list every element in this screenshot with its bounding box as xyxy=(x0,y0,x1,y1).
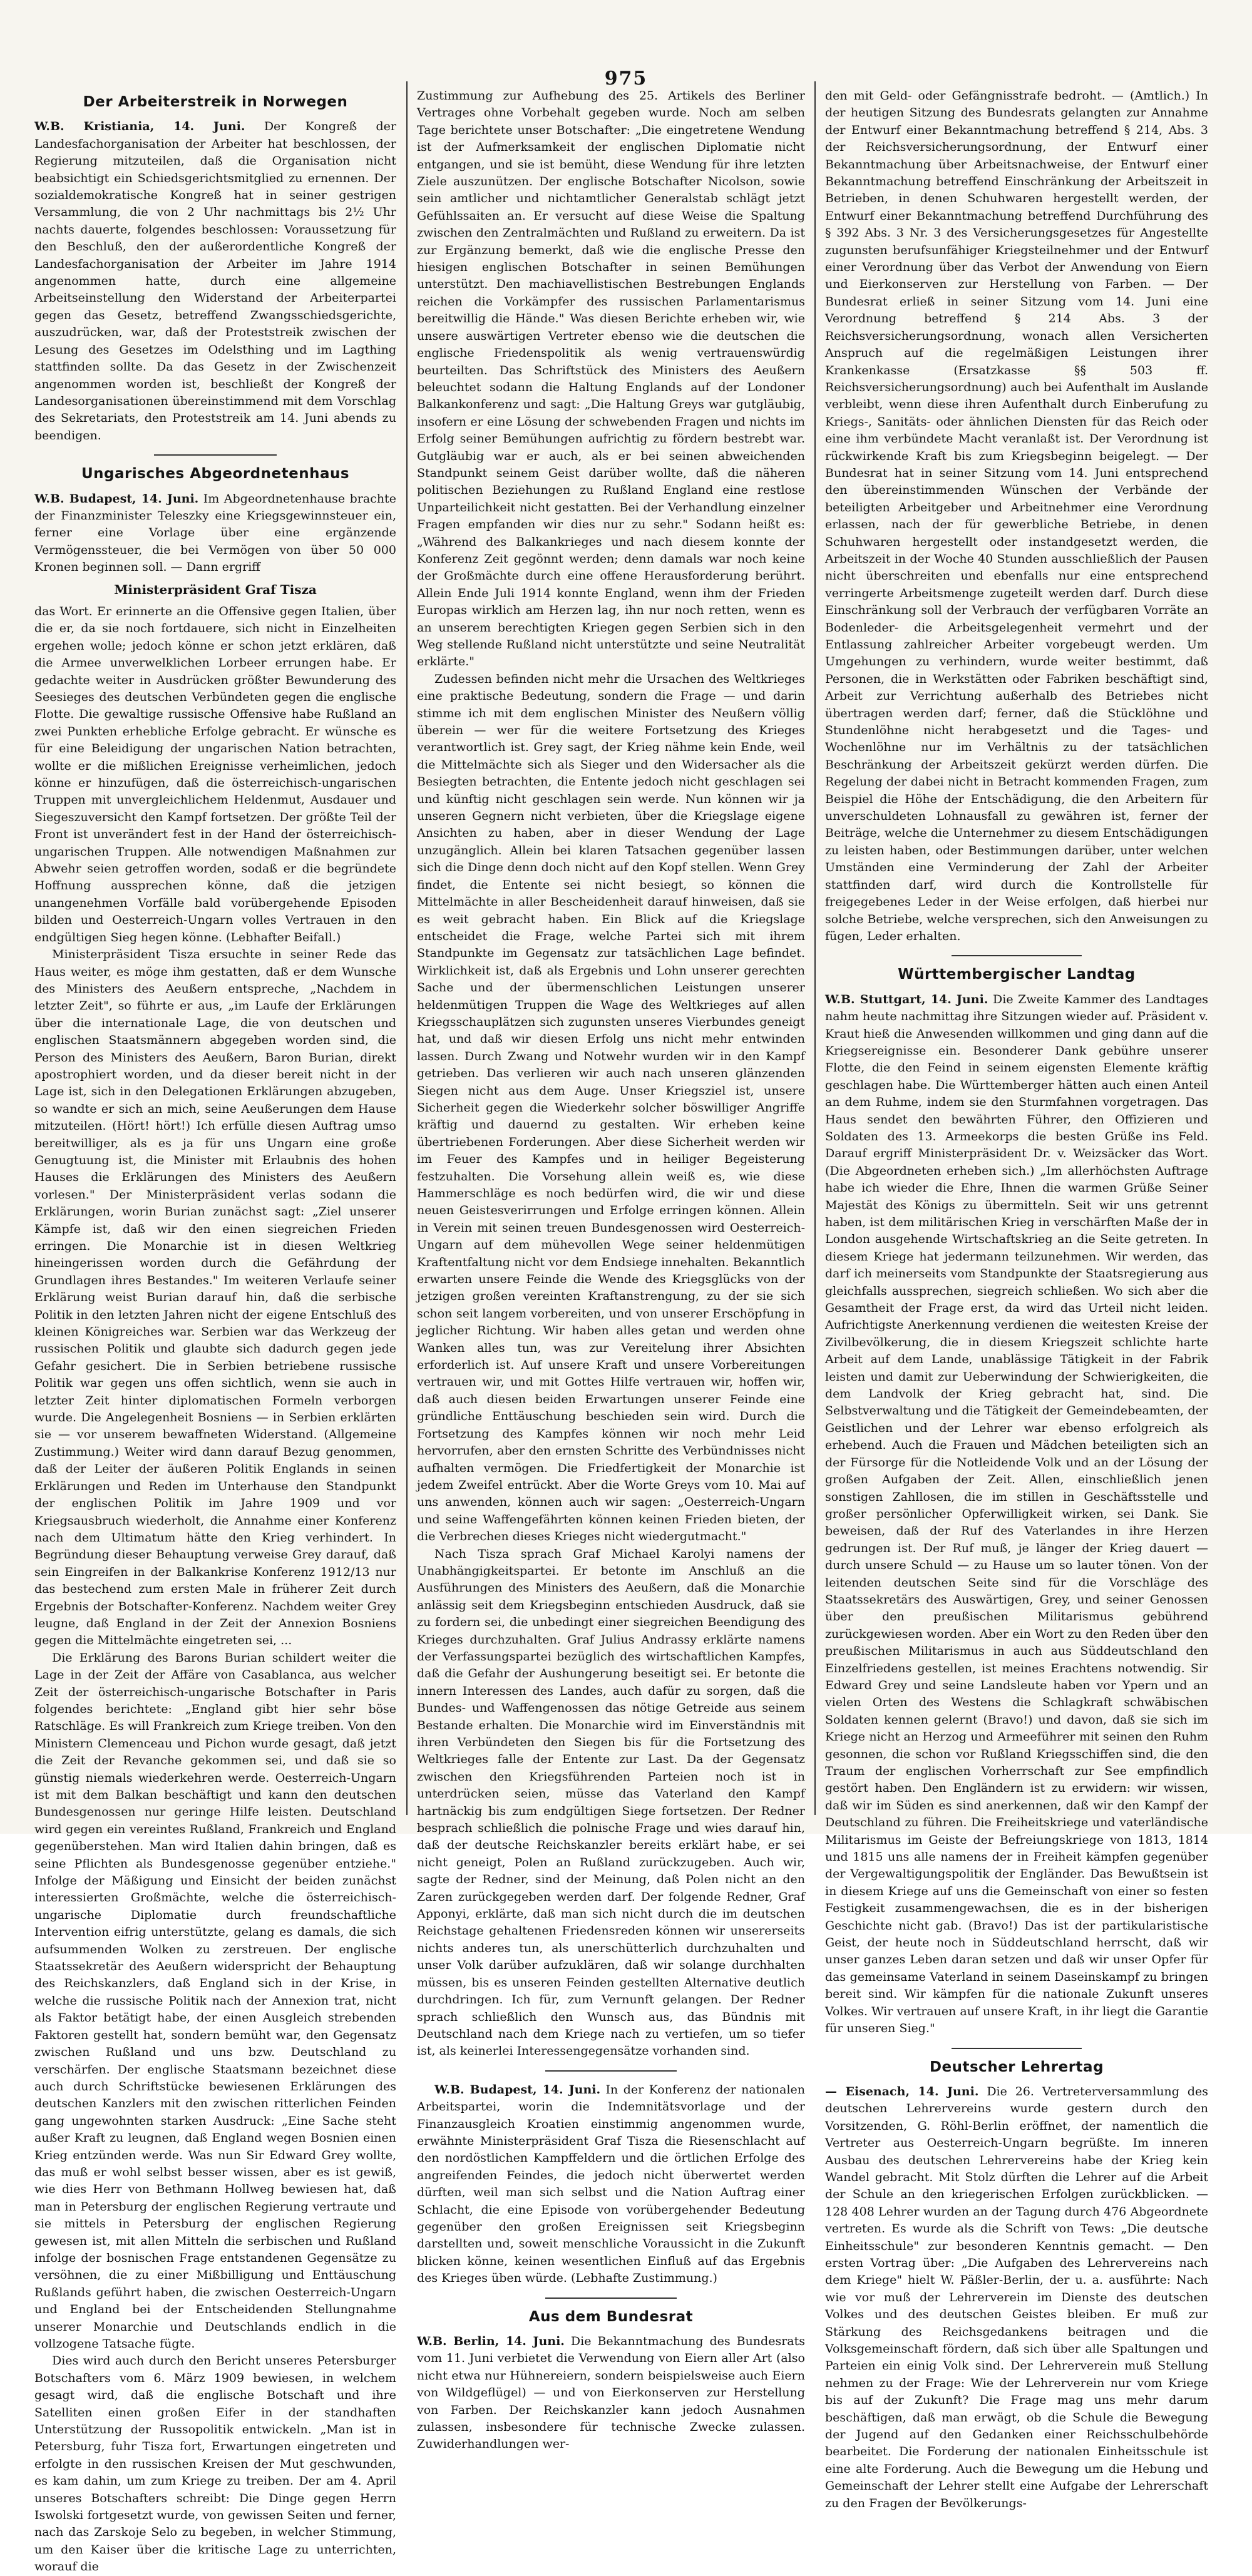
column-right xyxy=(825,88,1208,2510)
article-budapest-body: In der Konferenz der nationalen Arbeitspartei, worin die Indemnitätsvorlage und der Finanzausgleich Kroatien einstimmig angenommen wurde, erwähnte Ministerpräsident Graf Tisza die Riesenschlacht auf den nordöstlichen Kampffeldern und die örtlichen Erfolge des angreifenden Feindes, die jedoch nicht überwertet werden dürften, weil man sich selbst und die Nation Auftrag einer Schlacht, die eine Episode von vorübergehender Bedeutung gegenüber den großen Ereignissen seit Kriegsbeginn darstellten und, soweit menschliche Voraussicht in die Zukunft blicken könne, keinen wesentlichen Einfluß auf das Ergebnis des Krieges üben würde. (Lebhafte Zustimmung.) xyxy=(417,2082,806,2286)
column-left xyxy=(34,88,397,2574)
article-bundesrat xyxy=(417,2333,805,2453)
section-divider xyxy=(952,955,1082,956)
column-middle xyxy=(417,88,806,2451)
article-bundesrat-body: Die Bekanntmachung des Bundesrats vom 11. Juni verbietet die Verwendung von Eiern aller Art (also nicht etwa nur Hühnereiern, sondern beispielsweise auch Eiern von Wildgeflügel) — und von Eierkonserven zur Herstellung von Farben. Der Reichskanzler kann jedoch Ausnahmen zulassen, insbesondere für technische Zwecke zulassen. Zuwiderhandlungen wer- xyxy=(417,2334,805,2451)
headline-norway-strike: Der Arbeiterstreik in Norwegen xyxy=(83,94,348,110)
article-norway xyxy=(34,118,396,444)
dateline-eisenach: — Eisenach, 14. Juni. xyxy=(825,2084,979,2098)
article-hungary-intro-body: Im Abgeordnetenhause brachte der Finanzminister Teleszky eine Kriegsgewinnsteuer ein, ferner eine Vorlage über eine ergänzende Vermögenssteuer, die bei Vermögen von über 50 000 Kronen beginnen soll. — Dann ergriff xyxy=(34,491,396,575)
article-lehrertag-body: Die 26. Vertreterversammlung des deutschen Lehrervereins wurde gestern durch den Vorsitzenden, G. Röhl-Berlin eröffnet, der namentlich die Vertreter aus Oesterreich-Ungarn begrüßte. Im inneren Ausbau des deutschen Lehrervereins habe der Krieg kein Wandel gebracht. Mit Stolz dürften die Lehrer auf die Arbeit der Schule an den kriegerischen Erfolgen zurückblicken. — 128 408 Lehrer wurden an der Tagung durch 476 Abgeordnete vertreten. Es wurde als die Schrift von Tews: „Die deutsche Einheitsschule" zur besonderen Kenntnis gemacht. — Den ersten Vortrag über: „Die Aufgaben des Lehrervereins nach dem Kriege" hielt W. Päßler-Berlin, der u. a. ausführte: Nach wie vor muß der Lehrerverein im Dienste des deutschen Volkes und des deutschen Geistes bleiben. Er muß zur Stärkung des Reichsgedankens beitragen und die Volksgemeinschaft fördern, daß sich über alle Spaltungen und Parteien ein einig Volk sind. Der Lehrerverein muß Stellung nehmen zu der Frage: Wie der Lehrerverein nur vom Kriege bis auf der Zukunft? Die Frage mag uns mehr darum beschäftigen, daß man erwägt, ob die Schule die Bewegung der Jugend auf den Gedanken einer Reichsschulbehörde bearbeitet. Die Forderung der nationalen Einheitsschule ist eine alte Forderung. Auch die Bewegung um die Hebung und Gemeinschaft der Lehrer stellt eine Aufgabe der Lehrerschaft zu den Fragen der Bevölkerungs- xyxy=(825,2084,1208,2510)
column-divider-left xyxy=(406,81,408,1815)
paragraph-continuation: Zustimmung zur Aufhebung des 25. Artikels des Berliner Vertrages ohne Vorbehalt gegeben wurde. Noch am selben Tage berichtete unser Botschafter: „Die eingetretene Wendung ist der Aufmerksamkeit der englischen Diplomatie nicht entgangen, und sie ist bemüht, diese Wendung für ihre letzten Ziele auszunützen. Der englische Botschafter Nicolson, sowie sein amtlicher und nichtamtlicher Generalstab schlägt jetzt Gefühlssaiten an. Er versucht auf diese Weise die Spaltung zwischen den Zentralmächten und Rußland zu erweitern. Da ist zur Ergänzung bemerkt, daß wie die englische Presse den hiesigen englischen Botschafter in seinen Bemühungen unterstützt. Den machiavellistischen Bestrebungen Englands reichen die Vorkämpfer des russischen Parlamentarismus bereitwillig die Hände." Was diesen Berichte erheben wir, wie unsere auswärtigen Vertreter ebenso wie die deutschen die englische Friedenspolitik als wenig vertrauenswürdig beurteilten. Das Schriftstück des Ministers des Aeußern beleuchtet sodann die Haltung Englands auf der Londoner Balkankonferenz und sagt: „Die Haltung Greys war gutgläubig, insofern er eine Lösung der schwebenden Fragen und nichts im Erfolg seiner Bemühungen aufrichtig zu fördern bestrebt war. Gutgläubig war er auch, als er bei seinen abweichenden Standpunkt seinem Geist darüber wollte, daß die näheren politischen Beziehungen zu Rußland England eine restlose Unparteilichkeit nicht gestatten. Bei der Verhandlung einzelner Fragen empfanden wir dies nur zu sehr." Sodann heißt es: „Während des Balkankrieges und nach diesem konnte der Konferenz Zeit gegönnt werden; denn damals war noch keine der Großmächte durch eine offene Herausforderung berührt. Allein Ende Juli 1914 konnte England, wenn ihm der Frieden Europas wirklich am Herzen lag, ihn nur noch retten, wenn es an unserem berechtigten Kriegen gegen Serbien sich in den Weg stellende Rußland nicht unterstützte und seine Neutralität erklärte." xyxy=(417,89,805,669)
article-budapest-conference xyxy=(417,2082,805,2287)
paragraph-karolyi: Nach Tisza sprach Graf Michael Karolyi namens der Unabhängigkeitspartei. Er betonte im Anschluß an die Ausführungen des Ministers des Aeußern, daß die Monarchie anlässig seit dem Kriegsbeginn entschieden Ausdruck, daß sie zu fordern sei, die unbedingt einer siegreichen Beendigung des Krieges durchzuhalten. Graf Julius Andrassy erklärte namens der Verfassungspartei bezüglich des wirtschaftlichen Kampfes, daß die Gefahr der Aushungerung beseitigt sei. Er betonte die innern Interessen des Landes, auch dafür zu sorgen, daß die Bundes- und Waffengenossen das nötige Getreide aus seinem Bestande erhalten. Die Monarchie wird im Einverständnis mit ihren Verbündeten den Siegen bis für die Fortsetzung des Weltkrieges falle der Entente zur Last. Da der Gegensatz zwischen den Kriegsführenden Parteien noch ist in unterdrücken seien, müsse das Vaterland den Kampf hartnäckig bis zum endgültigen Siege fortsetzen. Der Redner besprach schließlich die polnische Frage und wies darauf hin, daß der deutsche Reichskanzler bereits erklärt habe, er sei nicht geneigt, Polen an Rußland zurückzugeben. Auch wir, sagte der Redner, sind der Meinung, daß Polen nicht an den Zaren zurückgegeben werden darf. Der folgende Redner, Graf Apponyi, erklärte, daß man sich nicht durch die im deutschen Reichstage gehaltenen Friedensreden können wir unsererseits nichts anderes tun, als unerschütterlich durchzuhalten und unser Volk darüber aufzuklären, daß wir solange durchhalten müssen, bis es unseren Feinden gestellten Alternative deutlich durchdringen. Ich für, zum Vernunft gelangen. Der Redner sprach schließlich den Wunsch aus, das Bündnis mit Deutschland nach dem Kriege nach zu vertiefen, um so tiefer ist, als keinerlei Interessengegensätze vorhanden sind. xyxy=(417,1546,805,2058)
page-number: 975 xyxy=(604,68,648,89)
dateline-budapest-2: W.B. Budapest, 14. Juni. xyxy=(434,2082,601,2097)
paragraph-petersburg: Dies wird auch durch den Bericht unseres Petersburger Botschafters vom 6. März 1909 bewiesen, in welchem gesagt wird, daß die englische Botschaft und ihre Satelliten einen großen Eifer in der standhaften Unterstützung der Russopolitik entwickeln. „Man ist in Petersburg, fuhr Tisza fort, Erwartungen eingetreten und erfolgte in den russischen Kreisen der Mut geschwunden, es kam dahin, um zum Kriege zu treiben. Der am 4. April unseres Botschafters schreibt: Die Dinge gegen Herrn Iswolski fortgesetzt wurde, von gewissen Seiten und ferner, nach das Zarskoje Selo zu begeben, in welcher Stimmung, um den Kaiser über die kritische Lage zu unterrichten, worauf die xyxy=(34,2354,396,2574)
section-divider xyxy=(952,2048,1082,2049)
dateline-budapest: W.B. Budapest, 14. Juni. xyxy=(34,491,199,506)
article-wuerttemberg-body: Die Zweite Kammer des Landtages nahm heute nachmittag ihre Sitzungen wieder auf. Präsident v. Kraut hieß die Anwesenden willkommen und ging dann auf die Kriegsereignisse ein. Besonderer Dank gebühre unserer Flotte, die den Feind in seinem eigensten Elemente kräftig geschlagen habe. Die Württemberger hätten auch einen Anteil an dem Ruhme, indem sie den Sturmfahnen vorgetragen. Das Haus sendet den bewährten Führer, den Offizieren und Soldaten des 13. Armeekorps die besten Grüße ins Feld. Darauf ergriff Ministerpräsident Dr. v. Weizsäcker das Wort. (Die Abgeordneten erheben sich.) „Im allerhöchsten Auftrage habe ich wieder die Ehre, Ihnen die warmen Grüße Seiner Majestät des Königs zu übermitteln. Seit wir uns getrennt haben, ist dem militärischen Krieg in verschärften Maße der in London ausgehende Wirtschaftskrieg an die Seite getreten. In diesem Kriege hat jedermann teilzunehmen. Wir werden, das darf ich meinerseits vom Standpunkte der Staatsregierung aus gleichfalls aussprechen, siegreich schließen. Wo sich aber die Gesamtheit der Frage erst, da wird das Urteil nicht leiden. Aufrichtigste Anerkennung verdienen die weitesten Kreise der Zivilbevölkerung, die in diesem Kriegszeit schlichte harte Arbeit auf dem Lande, unablässige Tätigkeit in der Fabrik leisten und damit zur Ueberwindung der Schwierigkeiten, die dem Landvolk der Krieg gebracht hat, sind. Die Selbstverwaltung und die Tätigkeit der Gemeindebeamten, der Geistlichen und der Lehrer war ebenso erfolgreich als erhebend. Auch die Frauen und Mädchen beteiligten sich an der Fürsorge für die Notleidende Volk und an der Lösung der großen Aufgaben der Zeit. Allen, einschließlich jenen sonstigen Zahllosen, die im stillen in Geschäftsstelle und großer persönlicher Opferwilligkeit wirken, sei Dank. Sie beweisen, daß der Ruf des Vaterlandes in ihre Herzen gedrungen ist. Der Ruf muß, je länger der Krieg dauert — durch unsere Schuld — zu Hause um so lauter tönen. Von der leitenden deutschen Seite sind für die Vorschläge des Staatssekretärs des Auswärtigen, Grey, und seiner Genossen über den preußischen Militarismus gebührend zurückgewiesen worden. Aber ein Wort zu den Reden über den preußischen Militarismus in auch aus Süddeutschland den Einzelfriedens gestellen, ist meines Erachtens notwendig. Sir Edward Grey und seine Landsleute haben vor Ypern und an vielen Orten des Westens die Schlagkraft schwäbischen Soldaten kennen gelernt (Bravo!) und davon, daß sie sich im Kriege nicht an Herzog und Armeeführer mit seinen den Ruhm gesonnen, die schon vor Rußland Kriegsschiffen sind, die den Traum der englischen Vorherrschaft zur See empfindlich gestört haben. Den Engländern ist zu erwidern: wir wissen, daß wir im Süden es sind anerkennen, daß wir den Kampf der Deutschland zu führen. Die Freiheitskriege und vaterländische Militarismus im Geiste der Befreiungskriege von 1813, 1814 und 1815 uns alle namens der in Freiheit kämpfen gegenüber der Vergewaltigungspolitik der Engländer. Das Bewußtsein ist in diesem Kriege auf uns die Gemeinschaft von einer so festen Festigkeit zusammengewachsen, die es in der bisherigen Geschichte nicht gab. (Bravo!) Das ist der partikularistische Geist, der heute noch in Süddeutschland herrscht, daß wir unser ganzes Leben daran setzen und daß wir unser Opfer für das gemeinsame Vaterland in seinem Daseinskampf zu bringen bereit sind. Wir kämpfen für die nationale Zukunft unseres Volkes. Wir vertrauen auf unsere Kraft, in ihr liegt die Garantie für unseren Sieg." xyxy=(825,992,1208,2036)
paragraph-war-responsibility: Zudessen befinden nicht mehr die Ursachen des Weltkrieges eine praktische Bedeutung, sondern die Frage — und darin stimme ich mit dem englischen Minister des Neußern völlig überein — wer für die weitere Fortsetzung des Krieges verantwortlich ist. Grey sagt, der Krieg nähme kein Ende, weil die Mittelmächte sich als Sieger und den Widersacher als die Besiegten betrachten, die Entente jedoch nicht geschlagen sei und künftig nicht geschlagen sein werde. Nun können wir ja unseren Gegnern nicht verbieten, über die Kriegslage eigene Ansichten zu haben, aber in dieser Wendung der Lage unzugänglich. Allein bei klaren Tatsachen gegenüber lassen sich die Dinge denn doch nicht auf den Kopf stellen. Wenn Grey findet, die Entente sei nicht besiegt, so können die Mittelmächte in aller Bescheidenheit darauf hinweisen, daß sie es weit gebracht haben. Ein Blick auf die Kriegslage entscheidet die Frage, welche Partei sich mit ihrem Standpunkte im Gegensatz zur tatsächlichen Lage befindet. Wirklichkeit ist, daß als Ergebnis und Lohn unserer gerechten Sache und der übermenschlichen Leistungen unserer heldenmütigen Truppen die Wage des Weltkrieges auf allen Kriegsschauplätzen sich zugunsten unseres Vierbundes geneigt hat, und daß wir diesen Erfolg uns nicht mehr entwinden lassen. Durch Zwang und Notwehr wurden wir in den Kampf getrieben. Das verlieren wir auch nach unseren glänzenden Siegen nicht aus dem Auge. Unser Kriegsziel ist, unsere Sicherheit gegen die Wiederkehr solcher böswilliger Angriffe kräftig und dauernd zu gestalten. Wir erheben keine übertriebenen Forderungen. Aber diese Sicherheit werden wir im Feuer des Kampfes und in heiliger Begeisterung festzuhalten. Die Vorsehung allein weiß es, wie diese Hammerschläge es noch bedürfen wird, die wir und diese neuen Geistesverirrungen und Erfolge erringen können. Allein in Verein mit seinen treuen Bundesgenossen wird Oesterreich-Ungarn auf dem mühevollen Wege seiner heldenmütigen Kraftentfaltung nicht vor dem Endsiege innehalten. Bekanntlich erwarten unsere Feinde die Wende des Kriegsglücks von der jetzigen großen vereinten Kraftanstrengung, zu der sie sich schon seit langem vorbereiten, und von unserer Erschöpfung in jeglicher Richtung. Wir haben alles getan und werden ohne Wanken alles tun, was zur Vereitelung ihrer Absichten erforderlich ist. Auf unsere Kraft und unsere Vorbereitungen vertrauen wir, und mit Gottes Hilfe vertrauen wir, hoffen wir, daß auch diesen beiden Erwartungen unserer Feinde eine gründliche Enttäuschung beschieden sein wird. Durch die Fortsetzung des Kampfes können wir noch mehr Leid hervorrufen, aber den ernsten Schritte des Verbündnisses nicht aufhalten vermögen. Die Friedfertigkeit der Monarchie ist jedem Zweifel entrückt. Aber die Worte Greys vom 10. Mai auf uns anwenden, können auch wir sagen: „Oesterreich-Ungarn und seine Waffengefährten können keinen Frieden bieten, der die Verbrechen dieses Krieges nicht wiedergutmacht." xyxy=(417,672,805,1544)
dateline-kristiania: W.B. Kristiania, 14. Juni. xyxy=(34,120,245,134)
section-divider xyxy=(545,2297,677,2299)
article-norway-body: Der Kongreß der Landesfachorganisation der Arbeiter hat beschlossen, der Regierung mitzuteilen, daß die Organisation nicht beabsichtigt ein Schiedsgerichtsmitglied zu ernennen. Der sozialdemokratische Kongreß hat in seiner gestrigen Versammlung, die von 2 Uhr nachmittags bis 2½ Uhr nachts dauerte, folgendes beschlossen: Voraussetzung für den Beschluß, den der außerordentliche Kongreß der Landesfachorganisation der Arbeiter im Jahre 1914 angenommen hatte, durch eine allgemeine Arbeitseinstellung den Widerstand der Arbeiterpartei gegen das Gesetz, betreffend Zwangsschiedsgerichte, auszudrücken, war, daß der Proteststreik zwischen der Lesung des Gesetzes im Odelsthing und im Lagthing stattfinden sollte. Da das Gesetz in der Zwischenzeit angenommen worden ist, beschließt der Kongreß der Landesorganisationen übereinstimmend mit dem Vorschlag des Sekretariats, den Proteststreik am 14. Juni abends zu beendigen. xyxy=(34,120,397,442)
section-divider xyxy=(154,454,277,456)
paragraph-tisza-2: Ministerpräsident Tisza ersuchte in seiner Rede das Haus weiter, es möge ihm gestatten, daß er dem Wunsche des Ministers des Aeußern entspreche, „Nachdem in letzter Zeit", so führte er aus, „im Laufe der Erklärungen über die internationale Lage, die von deutschen und englischen Staatsmännern abgegeben worden sind, die Person des Ministers des Aeußern, Baron Burian, direkt apostrophiert worden, und da dieser bereit nicht in der Lage ist, sich in den Delegationen Erklärungen abzugeben, so wandte er sich an mich, seine Aeußerungen dem Hause mitzuteilen. (Hört! hört!) Ich erfülle diesen Auftrag umso bereitwilliger, als es ja für uns Ungarn eine große Genugtuung ist, die Minister mit Erlaubnis des hohen Hauses die Erklärungen des Ministers des Aeußern vorlesen." Der Ministerpräsident verlas sodann die Erklärungen, worin Burian zunächst sagt: „Ziel unserer Kämpfe ist, daß wir den einen siegreichen Frieden erringen. Die Monarchie ist in diesen Weltkrieg hineingerissen worden durch die Gefährdung der Grundlagen ihres Bestandes." Im weiteren Verlaufe seiner Erklärung weist Burian darauf hin, daß die serbische Politik in den letzten Jahren nicht der eigene Entschluß des kleinen Königreiches war. Serbien war das Werkzeug der russischen Politik und glaubte sich dadurch gegen jede Gefahr gesichert. Die in Serbien betriebene russische Politik war gegen uns offen sichtlich, wenn sie auch in letzter Zeit hinter diplomatischen Formeln verborgen wurde. Die Angelegenheit Bosniens — in Serbien erklärten sie — vor unserem bewaffneten Widerstand. (Allgemeine Zustimmung.) Weiter wird dann darauf Bezug genommen, daß der Leiter der äußeren Politik Englands in seinen Erklärungen und Reden im Unterhause den Standpunkt der englischen Politik im Jahre 1909 und vor Kriegsausbruch wiederholt, die Annahme einer Konferenz nach dem Ultimatum hätte den Krieg verhindert. In Begründung dieser Behauptung verweise Grey darauf, daß sein Eingreifen in der Balkankrise Konferenz 1912/13 nur das bestechend zum ersten Male in früherer Zeit durch Ergebnis der Botschafter-Konferenz. Nachdem weiter Grey leugne, daß England in der Zeit der Annexion Bosniens gegen die Mittelmächte eingetreten sei, ... xyxy=(34,948,396,1648)
article-lehrertag xyxy=(825,2083,1208,2512)
subheading-tisza: Ministerpräsident Graf Tisza xyxy=(114,581,317,597)
paragraph-burian: Die Erklärung des Barons Burian schildert weiter die Lage in der Zeit der Affäre von Casablanca, aus welcher Zeit der österreichisch-ungarische Botschafter in Paris folgendes berichtete: „England gibt hier sehr böse Ratschläge. Es will Frankreich zum Kriege treiben. Von den Ministern Clemenceau und Pichon wurde gesagt, daß jetzt die Zeit der Revanche gekommen sei, und daß sie so günstig niemals wiederkehren werde. Oesterreich-Ungarn ist mit dem Balkan beschäftigt und kann den deutschen Bundesgenossen nur geringe Hilfe leisten. Deutschland wird gegen ein vereintes Rußland, Frankreich und England gegenüberstehen. Man wird Italien dahin bringen, daß es seine Pflichten als Bundesgenosse gegenüber entziehe." Infolge der Mäßigung und Einsicht der beiden zunächst interessierten Großmächte, welche die österreichisch-ungarische Diplomatie durch freundschaftliche Intervention eifrig unterstützte, gelang es damals, die sich aufsummenden Wolken zu zerstreuen. Der englische Staatssekretär des Aeußern widerspricht der Behauptung des Reichskanzlers, daß England sich in der Krise, in welche die russische Politik nach der Annexion trat, nicht als Faktor betätigt habe, der einen Ausgleich strebenden Faktoren gestellt hat, sondern bemüht war, den Gegensatz zwischen Rußland und uns bzw. Deutschland zu verschärfen. Der englische Staatsmann bezeichnet diese auch durch Schriftstücke bewiesenen Erklärungen des deutschen Kanzlers mit den zwischen ritterlichen Feinden gang ungewohnten starken Ausdruck: „Eine Sache steht außer Kraft zu leugnen, daß England wegen Bosnien einen Krieg entzünden werde. Was nun Sir Edward Grey wollte, das muß er wohl selbst besser wissen, aber es ist gewiß, wie dies Herr von Bethmann Hollweg bewiesen hat, daß man in Petersburg der englischen Regierung vertraute und sie mittels in Petersburg der englischen Regierung gewesen ist, mit allen Mitteln die serbischen und Rußland infolge der bosnischen Frage entstandenen Gegensätze zu versöhnen, die zu einer Mißbilligung und Enttäuschung Rußlands geführt haben, die zwischen Oesterreich-Ungarn und England bei der Entscheidenden Stellungnahme unserer Monarchie und Deutschlands endlich in die vollzogene Tatsache fügte. xyxy=(34,1650,396,2351)
headline-bundesrat: Aus dem Bundesrat xyxy=(528,2308,694,2325)
paragraph-tisza-1: das Wort. Er erinnerte an die Offensive gegen Italien, über die er, da sie noch fortdauere, sich nicht in Einzelheiten ergehen wolle; jedoch könne er schon jetzt erklären, daß die Armee unverwelklichen Lorbeer errungen habe. Er gedachte weiter in Ausdrücken größter Bewunderung des Seesieges des deutschen Verbündeten gegen die englische Flotte. Die gewaltige russische Offensive habe Rußland an zwei Punkten erhebliche Erfolge gebracht. Er wünsche es für eine Beleidigung der ungarischen Nation betrachten, wollte er die mißlichen Ereignisse verheimlichen, jedoch könne er hinzufügen, daß die österreichisch-ungarischen Truppen mit unvergleichlichem Heldenmut, Ausdauer und Siegeszuversicht den Kampf fortsetzen. Der größte Teil der Front ist unverändert fest in der Hand der österreichisch-ungarischen Truppen. Alle notwendigen Maßnahmen zur Abwehr seien getroffen worden, sodaß er die begründete Hoffnung aussprechen könne, daß die jetzigen unangenehmen Vorfälle bald vorübergehende Episoden bilden und Oesterreich-Ungarn volles Vertrauen in den endgültigen Sieg hegen könne. (Lebhafter Beifall.) xyxy=(34,604,396,944)
headline-hungarian-parliament: Ungarisches Abgeordnetenhaus xyxy=(81,466,350,483)
dateline-berlin: W.B. Berlin, 14. Juni. xyxy=(417,2334,565,2348)
headline-wuerttemberg: Württembergischer Landtag xyxy=(898,966,1136,983)
article-wuerttemberg xyxy=(825,991,1208,2038)
dateline-stuttgart: W.B. Stuttgart, 14. Juni. xyxy=(825,992,988,1006)
section-divider xyxy=(545,2070,677,2072)
column-divider-right xyxy=(814,81,816,1815)
headline-lehrertag: Deutscher Lehrertag xyxy=(929,2058,1104,2075)
paragraph-bundesrat-continuation: den mit Geld- oder Gefängnisstrafe bedroht. — (Amtlich.) In der heutigen Sitzung des Bundesrats gelangten zur Annahme der Entwurf einer Bekanntmachung betreffend § 214, Abs. 3 der Reichsversicherungsordnung, der Entwurf einer Bekanntmachung über Arbeitsnachweise, der Entwurf einer Bekanntmachung betreffend Einschränkung der Arbeitszeit in Betrieben, in denen Schuhwaren hergestellt werden, der Entwurf einer Bekanntmachung betreffend Durchführung des § 392 Abs. 3 Nr. 3 des Versicherungsgesetzes für Angestellte zugunsten berufsunfähiger Kriegsteilnehmer und der Entwurf einer Verordnung über das Verbot der Anwendung von Eiern und Eierkonserven zur Herstellung von Farben. — Der Bundesrat erließ in seiner Sitzung vom 14. Juni eine Verordnung betreffend § 214 Abs. 3 der Reichsversicherungsordnung, wonach allen Versicherten Anspruch auf die regelmäßigen Leistungen ihrer Krankenkasse (Ersatzkasse §§ 503 ff. Reichsversicherungsordnung) auch bei Aufenthalt im Auslande verbleibt, wenn diese ihren Aufenthalt durch Einberufung zu Kriegs-, Sanitäts- oder ähnlichen Diensten für das Reich oder eine ihm verbündete Macht veranlaßt ist. Der Verordnung ist rückwirkende Kraft bis zum Kriegsbeginn beigelegt. — Der Bundesrat hat in seiner Sitzung vom 14. Juni entsprechend den übereinstimmenden Wünschen der Verbände der beteiligten Arbeitgeber und Arbeitnehmer eine Verordnung erlassen, nach der für gewerbliche Betriebe, in denen Schuhwaren hergestellt oder instandgesetzt werden, die Arbeitszeit in der Woche 40 Stunden ausschließlich der Pausen nicht überschreiten und ebenfalls nur eine entsprechend verringerte Arbeitsmenge zugeteilt werden darf. Durch diese Einschränkung soll der Verbrauch der verfügbaren Vorräte an Bodenleder- die Arbeitsgelegenheit vermehrt und der Entlassung zahlreicher Arbeiter vorgebeugt werden. Um Umgehungen zu verhindern, wurde weiter bestimmt, daß Personen, die in Werkstätten oder Fabriken beschäftigt sind, Arbeit zur Verrichtung außerhalb des Betriebes nicht übertragen werden darf; ferner, daß die Stücklöhne und Stundenlöhne nicht herabgesetzt und die Tages- und Wochenlöhne nur im Verhältnis zu der tatsächlichen Beschränkung der Arbeitszeit gekürzt werden dürfen. Die Regelung der dabei nicht in Betracht kommenden Fragen, zum Beispiel die Höhe der Entschädigung, die den Arbeitern für unverschuldeten Lohnausfall zu gewähren ist, ferner der Beiträge, welche die Unternehmer zu diesem Entschädigungen zu leisten haben, oder Bestimmungen darüber, unter welchen Umständen eine Verminderung der Zahl der Arbeiter stattfinden darf, wird durch die Kontrollstelle für freigegebenes Leder in der Weise erfolgen, daß hierbei nur solche Betriebe, welche versprechen, sich den Anweisungen zu fügen, Leder erhalten. xyxy=(825,89,1208,943)
article-hungary-intro xyxy=(34,491,396,576)
